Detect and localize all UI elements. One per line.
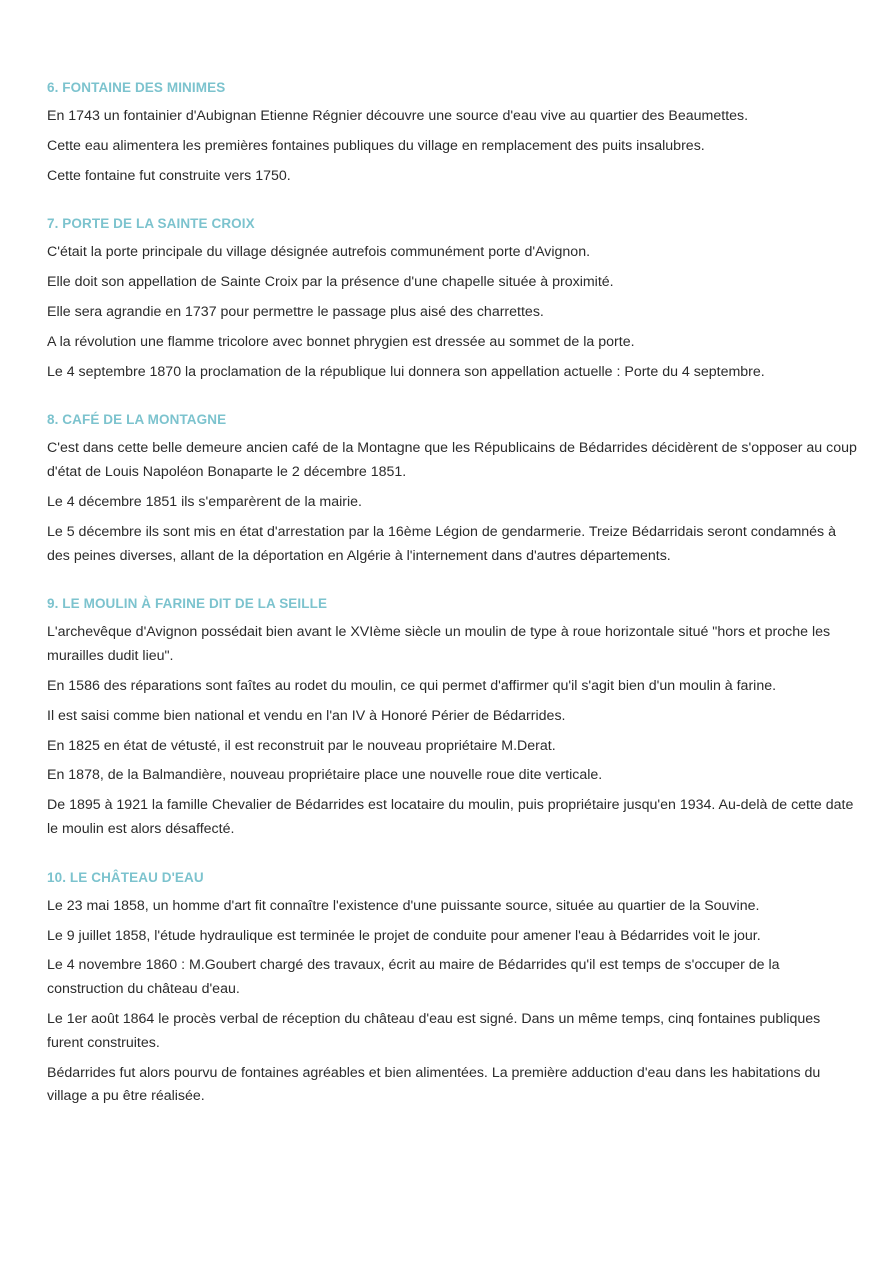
paragraph: En 1743 un fontainier d'Aubignan Etienne Régnier découvre une source d'eau vive au quartier des Beaumettes. [47, 108, 749, 124]
section-fontaine-des-minimes [47, 79, 859, 188]
paragraph: Le 1er août 1864 le procès verbal de réception du château d'eau est signé. Dans un même temps, cinq fontaines publiques furent construites. [47, 1010, 821, 1051]
paragraph: Le 5 décembre ils sont mis en état d'arrestation par la 16ème Légion de gendarmerie. Treize Bédarridais seront condamnés à des peines diverses, allant de la déportation en Algérie à l'internement dans d'autres départements. [47, 523, 836, 564]
paragraph: Cette eau alimentera les premières fontaines publiques du village en remplacement des puits insalubres. [47, 137, 705, 154]
paragraph: A la révolution une flamme tricolore avec bonnet phrygien est dressée au sommet de la porte. [47, 333, 635, 350]
section-title: 8. CAFÉ DE LA MONTAGNE [47, 412, 227, 428]
section-title: 10. LE CHÂTEAU D'EAU [47, 869, 204, 885]
section-chateau-d-eau [47, 869, 859, 1109]
section-title: 9. LE MOULIN À FARINE DIT DE LA SEILLE [47, 596, 328, 612]
section-cafe-de-la-montagne [47, 411, 859, 568]
paragraph: En 1586 des réparations sont faîtes au rodet du moulin, ce qui permet d'affirmer qu'il s'agit bien d'un moulin à farine. [47, 677, 777, 694]
paragraph: Elle doit son appellation de Sainte Croix par la présence d'une chapelle située à proximité. [47, 274, 614, 291]
paragraph: Le 4 septembre 1870 la proclamation de la république lui donnera son appellation actuelle : Porte du 4 septembre. [47, 363, 765, 380]
paragraph: En 1825 en état de vétusté, il est reconstruit par le nouveau propriétaire M.Derat. [47, 737, 556, 754]
paragraph: Le 4 décembre 1851 ils s'emparèrent de la mairie. [47, 493, 362, 510]
section-title: 6. FONTAINE DES MINIMES [47, 80, 226, 95]
paragraph: C'était la porte principale du village désignée autrefois communément porte d'Avignon. [47, 244, 591, 261]
section-porte-sainte-croix [47, 215, 859, 384]
paragraph: C'est dans cette belle demeure ancien café de la Montagne que les Républicains de Bédarrides décidèrent de s'opposer au coup d'état de Louis Napoléon Bonaparte le 2 décembre 1851. [47, 440, 857, 481]
document-page [47, 79, 859, 1136]
paragraph: Elle sera agrandie en 1737 pour permettre le passage plus aisé des charrettes. [47, 303, 544, 320]
paragraph: De 1895 à 1921 la famille Chevalier de Bédarrides est locataire du moulin, puis propriétaire jusqu'en 1934. Au-delà de cette date le moulin est alors désaffecté. [47, 797, 854, 837]
section-moulin-a-farine [47, 595, 859, 841]
paragraph: Bédarrides fut alors pourvu de fontaines agréables et bien alimentées. La première adduction d'eau dans les habitations du village a pu être réalisée. [47, 1064, 821, 1105]
paragraph: Le 23 mai 1858, un homme d'art fit connaître l'existence d'une puissante source, située au quartier de la Souvine. [47, 897, 760, 914]
section-title: 7. PORTE DE LA SAINTE CROIX [47, 216, 255, 232]
paragraph: Le 4 novembre 1860 : M.Goubert chargé des travaux, écrit au maire de Bédarrides qu'il est temps de s'occuper de la construction du château d'eau. [47, 957, 780, 998]
paragraph: Cette fontaine fut construite vers 1750. [47, 167, 291, 184]
paragraph: Il est saisi comme bien national et vendu en l'an IV à Honoré Périer de Bédarrides. [47, 707, 566, 724]
paragraph: Le 9 juillet 1858, l'étude hydraulique est terminée le projet de conduite pour amener l'eau à Bédarrides voit le jour. [47, 927, 761, 944]
paragraph: En 1878, de la Balmandière, nouveau propriétaire place une nouvelle roue dite verticale. [47, 767, 603, 784]
paragraph: L'archevêque d'Avignon possédait bien avant le XVIème siècle un moulin de type à roue horizontale situé "hors et proche les murailles dudit lieu". [47, 624, 831, 665]
